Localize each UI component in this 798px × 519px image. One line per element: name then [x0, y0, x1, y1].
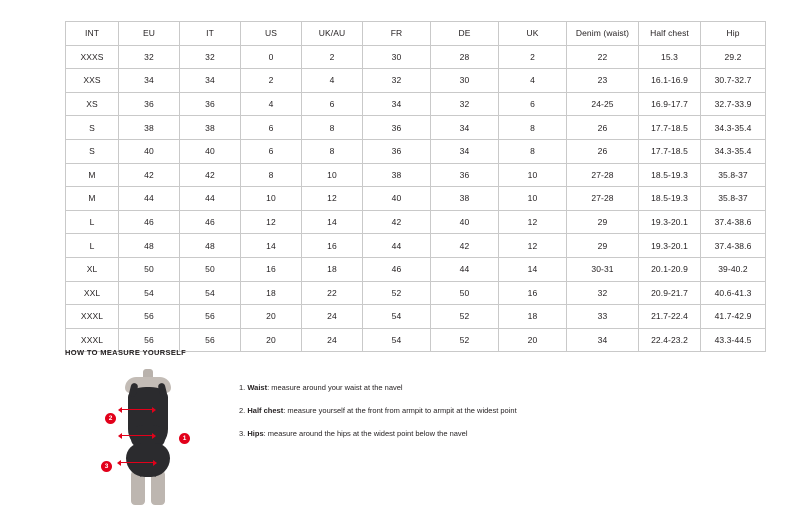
cell: 16 — [241, 257, 302, 281]
cell: 22.4-23.2 — [639, 328, 701, 352]
cell: 36 — [431, 163, 499, 187]
section-title: HOW TO MEASURE YOURSELF — [65, 348, 187, 357]
cell: 23 — [567, 69, 639, 93]
cell: M — [66, 187, 119, 211]
cell: 24-25 — [567, 92, 639, 116]
hips-measure-arrow-icon — [121, 462, 153, 463]
cell: 42 — [431, 234, 499, 258]
cell: 30-31 — [567, 257, 639, 281]
column-header: Denim (waist) — [567, 22, 639, 46]
cell: XL — [66, 257, 119, 281]
cell: 46 — [180, 210, 241, 234]
cell: M — [66, 163, 119, 187]
cell: 46 — [119, 210, 180, 234]
column-header: Hip — [701, 22, 766, 46]
column-header: INT — [66, 22, 119, 46]
cell: 18.5-19.3 — [639, 163, 701, 187]
cell: 10 — [499, 163, 567, 187]
cell: 40 — [431, 210, 499, 234]
column-header: EU — [119, 22, 180, 46]
cell: 8 — [302, 139, 363, 163]
cell: 32.7-33.9 — [701, 92, 766, 116]
note-text: : measure around your waist at the navel — [267, 383, 403, 392]
cell: 12 — [241, 210, 302, 234]
size-table-container — [65, 21, 752, 352]
cell: 18.5-19.3 — [639, 187, 701, 211]
cell: 42 — [363, 210, 431, 234]
column-header: IT — [180, 22, 241, 46]
cell: 37.4-38.6 — [701, 234, 766, 258]
cell: 10 — [241, 187, 302, 211]
cell: 37.4-38.6 — [701, 210, 766, 234]
cell: 14 — [241, 234, 302, 258]
cell: 8 — [302, 116, 363, 140]
cell: 40 — [180, 139, 241, 163]
cell: 44 — [363, 234, 431, 258]
cell: 50 — [119, 257, 180, 281]
cell: 50 — [431, 281, 499, 305]
cell: 32 — [567, 281, 639, 305]
table-row — [66, 92, 766, 116]
cell: 40.6-41.3 — [701, 281, 766, 305]
cell: 34 — [431, 139, 499, 163]
cell: S — [66, 139, 119, 163]
cell: 56 — [119, 305, 180, 329]
cell: 17.7-18.5 — [639, 116, 701, 140]
cell: 56 — [119, 328, 180, 352]
marker-half-chest: 2 — [105, 413, 116, 424]
table-row — [66, 163, 766, 187]
cell: 44 — [431, 257, 499, 281]
cell: 15.3 — [639, 45, 701, 69]
size-table — [65, 21, 766, 352]
cell: 20 — [241, 305, 302, 329]
marker-waist: 1 — [179, 433, 190, 444]
table-header-row — [66, 22, 766, 46]
cell: XXXL — [66, 305, 119, 329]
cell: 56 — [180, 328, 241, 352]
column-header: US — [241, 22, 302, 46]
measure-body — [65, 367, 745, 507]
cell: 20 — [241, 328, 302, 352]
cell: 34.3-35.4 — [701, 116, 766, 140]
cell: L — [66, 210, 119, 234]
measure-note-half-chest — [239, 406, 517, 416]
cell: 30 — [431, 69, 499, 93]
cell: 36 — [363, 116, 431, 140]
cell: 43.3-44.5 — [701, 328, 766, 352]
cell: 44 — [119, 187, 180, 211]
cell: XXS — [66, 69, 119, 93]
cell: 8 — [241, 163, 302, 187]
table-row — [66, 210, 766, 234]
note-number: 1. — [239, 383, 246, 392]
cell: 32 — [431, 92, 499, 116]
cell: 40 — [119, 139, 180, 163]
cell: 4 — [302, 69, 363, 93]
cell: 32 — [180, 45, 241, 69]
table-row — [66, 305, 766, 329]
cell: 48 — [180, 234, 241, 258]
cell: 26 — [567, 139, 639, 163]
cell: 34 — [567, 328, 639, 352]
cell: 20 — [499, 328, 567, 352]
note-number: 3. — [239, 429, 246, 439]
cell: 26 — [567, 116, 639, 140]
cell: 46 — [363, 257, 431, 281]
column-header: DE — [431, 22, 499, 46]
cell: 32 — [119, 45, 180, 69]
cell: 14 — [499, 257, 567, 281]
cell: 40 — [363, 187, 431, 211]
table-row — [66, 187, 766, 211]
note-term: Waist — [247, 383, 268, 392]
table-row — [66, 45, 766, 69]
cell: 24 — [302, 328, 363, 352]
cell: 2 — [499, 45, 567, 69]
waist-measure-arrow-icon — [122, 435, 152, 436]
cell: 36 — [119, 92, 180, 116]
cell: 16 — [499, 281, 567, 305]
cell: 42 — [180, 163, 241, 187]
cell: 8 — [499, 139, 567, 163]
cell: 22 — [567, 45, 639, 69]
cell: 29 — [567, 210, 639, 234]
cell: 6 — [241, 139, 302, 163]
cell: 50 — [180, 257, 241, 281]
cell: 4 — [499, 69, 567, 93]
cell: 24 — [302, 305, 363, 329]
cell: 56 — [180, 305, 241, 329]
cell: 38 — [363, 163, 431, 187]
measure-note-hips — [239, 429, 517, 439]
note-number: 2. — [239, 406, 246, 416]
cell: 12 — [499, 210, 567, 234]
cell: 28 — [431, 45, 499, 69]
cell: 20.1-20.9 — [639, 257, 701, 281]
table-row — [66, 116, 766, 140]
cell: 16.9-17.7 — [639, 92, 701, 116]
cell: 20.9-21.7 — [639, 281, 701, 305]
cell: XXXL — [66, 328, 119, 352]
column-header: Half chest — [639, 22, 701, 46]
cell: 12 — [302, 187, 363, 211]
cell: 29 — [567, 234, 639, 258]
cell: 12 — [499, 234, 567, 258]
cell: XXL — [66, 281, 119, 305]
cell: 54 — [363, 328, 431, 352]
cell: 10 — [499, 187, 567, 211]
note-term: Hips — [247, 429, 264, 439]
cell: L — [66, 234, 119, 258]
cell: 34.3-35.4 — [701, 139, 766, 163]
cell: 44 — [180, 187, 241, 211]
cell: 6 — [499, 92, 567, 116]
cell: 16 — [302, 234, 363, 258]
cell: 6 — [302, 92, 363, 116]
table-row — [66, 281, 766, 305]
cell: 18 — [499, 305, 567, 329]
measurement-diagram — [95, 367, 215, 507]
cell: 18 — [302, 257, 363, 281]
column-header: FR — [363, 22, 431, 46]
cell: 38 — [431, 187, 499, 211]
cell: 52 — [431, 328, 499, 352]
cell: 4 — [241, 92, 302, 116]
cell: 17.7-18.5 — [639, 139, 701, 163]
cell: 34 — [431, 116, 499, 140]
note-text: : measure yourself at the front from armpit to armpit at the widest point — [283, 406, 517, 416]
cell: 18 — [241, 281, 302, 305]
cell: 54 — [180, 281, 241, 305]
note-text: : measure around the hips at the widest point below the navel — [263, 429, 468, 439]
how-to-measure-section — [65, 348, 745, 507]
note-term: Half chest — [247, 406, 284, 416]
half-chest-measure-arrow-icon — [122, 409, 152, 410]
cell: 38 — [180, 116, 241, 140]
table-row — [66, 69, 766, 93]
cell: 16.1-16.9 — [639, 69, 701, 93]
cell: XXXS — [66, 45, 119, 69]
mannequin-illustration — [117, 369, 179, 507]
cell: 30.7-32.7 — [701, 69, 766, 93]
cell: 33 — [567, 305, 639, 329]
cell: 14 — [302, 210, 363, 234]
cell: 29.2 — [701, 45, 766, 69]
cell: 34 — [363, 92, 431, 116]
cell: 0 — [241, 45, 302, 69]
cell: 6 — [241, 116, 302, 140]
cell: 34 — [119, 69, 180, 93]
cell: 34 — [180, 69, 241, 93]
table-row — [66, 139, 766, 163]
cell: 10 — [302, 163, 363, 187]
cell: 8 — [499, 116, 567, 140]
column-header: UK/AU — [302, 22, 363, 46]
cell: 38 — [119, 116, 180, 140]
cell: 21.7-22.4 — [639, 305, 701, 329]
cell: 2 — [241, 69, 302, 93]
cell: 30 — [363, 45, 431, 69]
cell: 35.8-37 — [701, 163, 766, 187]
cell: 19.3-20.1 — [639, 234, 701, 258]
cell: 54 — [119, 281, 180, 305]
cell: 22 — [302, 281, 363, 305]
table-row — [66, 257, 766, 281]
cell: 35.8-37 — [701, 187, 766, 211]
measure-note-waist — [239, 383, 517, 393]
cell: 39-40.2 — [701, 257, 766, 281]
cell: 36 — [180, 92, 241, 116]
cell: 41.7-42.9 — [701, 305, 766, 329]
cell: XS — [66, 92, 119, 116]
cell: 54 — [363, 305, 431, 329]
table-row — [66, 234, 766, 258]
marker-hips: 3 — [101, 461, 112, 472]
cell: 2 — [302, 45, 363, 69]
column-header: UK — [499, 22, 567, 46]
cell: 48 — [119, 234, 180, 258]
cell: 36 — [363, 139, 431, 163]
cell: S — [66, 116, 119, 140]
cell: 19.3-20.1 — [639, 210, 701, 234]
measure-notes — [239, 367, 517, 452]
cell: 52 — [363, 281, 431, 305]
cell: 52 — [431, 305, 499, 329]
cell: 27-28 — [567, 187, 639, 211]
cell: 27-28 — [567, 163, 639, 187]
cell: 42 — [119, 163, 180, 187]
cell: 32 — [363, 69, 431, 93]
